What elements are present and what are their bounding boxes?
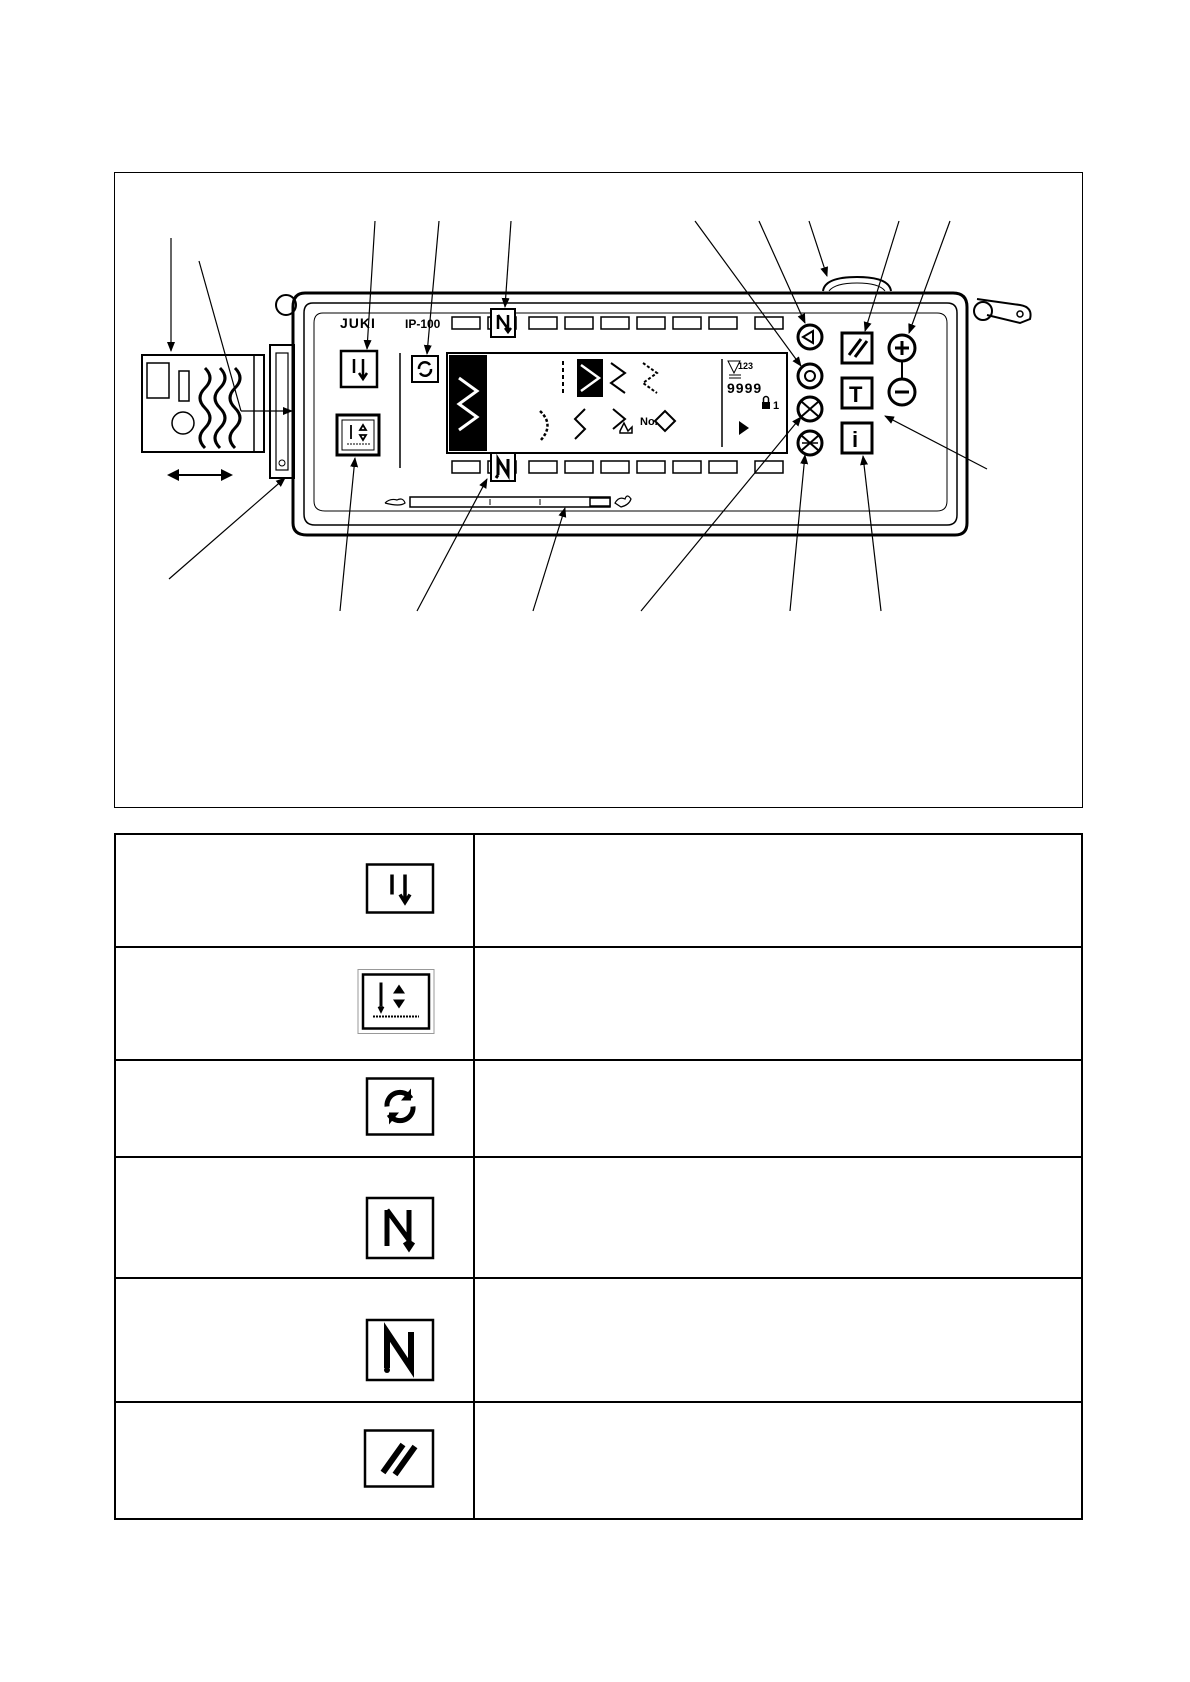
table-row	[115, 834, 1082, 947]
description-cell	[474, 1402, 1082, 1519]
buzzer-icon[interactable]	[798, 325, 822, 349]
description-cell	[474, 1060, 1082, 1157]
bobbin-winder-icon[interactable]	[798, 364, 822, 388]
panel-diagram	[115, 173, 1084, 809]
lock-number: 1	[773, 400, 780, 412]
icon-cell	[115, 1402, 474, 1519]
slide-arrow-icon	[167, 469, 233, 481]
reset-key-label: T	[849, 382, 863, 407]
icon-cell	[115, 947, 474, 1060]
plus-button[interactable]	[889, 335, 915, 361]
needle-up-down-button[interactable]	[337, 415, 379, 455]
one-shot-button[interactable]	[842, 333, 872, 363]
turtle-icon	[385, 499, 405, 505]
icon-cell	[115, 834, 474, 947]
key-description-table	[114, 833, 1083, 1520]
description-cell	[474, 1278, 1082, 1402]
rabbit-icon	[615, 496, 631, 507]
info-key-label: i	[852, 427, 859, 452]
end-back-tack-key-icon	[365, 1318, 435, 1382]
ready-key-icon	[365, 862, 435, 914]
thread-trimmer-icon[interactable]	[798, 397, 822, 421]
table-row	[115, 1157, 1082, 1278]
table-row	[115, 947, 1082, 1060]
description-cell	[474, 834, 1082, 947]
description-cell	[474, 1157, 1082, 1278]
icon-cell	[115, 1157, 474, 1278]
reverse-feed-button[interactable]	[412, 356, 438, 382]
thread-trimmer-prohibit-icon[interactable]	[798, 431, 822, 455]
memory-card-icon	[142, 355, 264, 452]
counter-header: 123	[738, 361, 754, 371]
table-row	[115, 1060, 1082, 1157]
start-back-tack-button[interactable]	[491, 309, 515, 337]
start-back-tack-key-icon	[365, 1196, 435, 1260]
end-back-tack-button[interactable]	[491, 453, 515, 481]
icon-cell	[115, 1278, 474, 1402]
speed-slider[interactable]	[385, 496, 631, 507]
needle-up-down-key-icon	[357, 968, 435, 1034]
juki-logo: JUKI	[340, 315, 376, 331]
model-label: IP-100	[405, 317, 441, 331]
info-button[interactable]	[842, 423, 872, 453]
minus-button[interactable]	[889, 379, 915, 405]
description-cell	[474, 947, 1082, 1060]
icon-cell	[115, 1060, 474, 1157]
reverse-feed-key-icon	[365, 1076, 435, 1136]
table-row	[115, 1402, 1082, 1519]
one-shot-key-icon	[363, 1428, 435, 1488]
table-row	[115, 1278, 1082, 1402]
pattern-no-label: No.	[640, 416, 658, 428]
ready-button[interactable]	[341, 351, 377, 387]
lcd-display	[447, 353, 787, 453]
reset-button[interactable]	[842, 378, 872, 408]
counter-value: 9999	[727, 380, 763, 396]
panel-figure	[114, 172, 1083, 808]
